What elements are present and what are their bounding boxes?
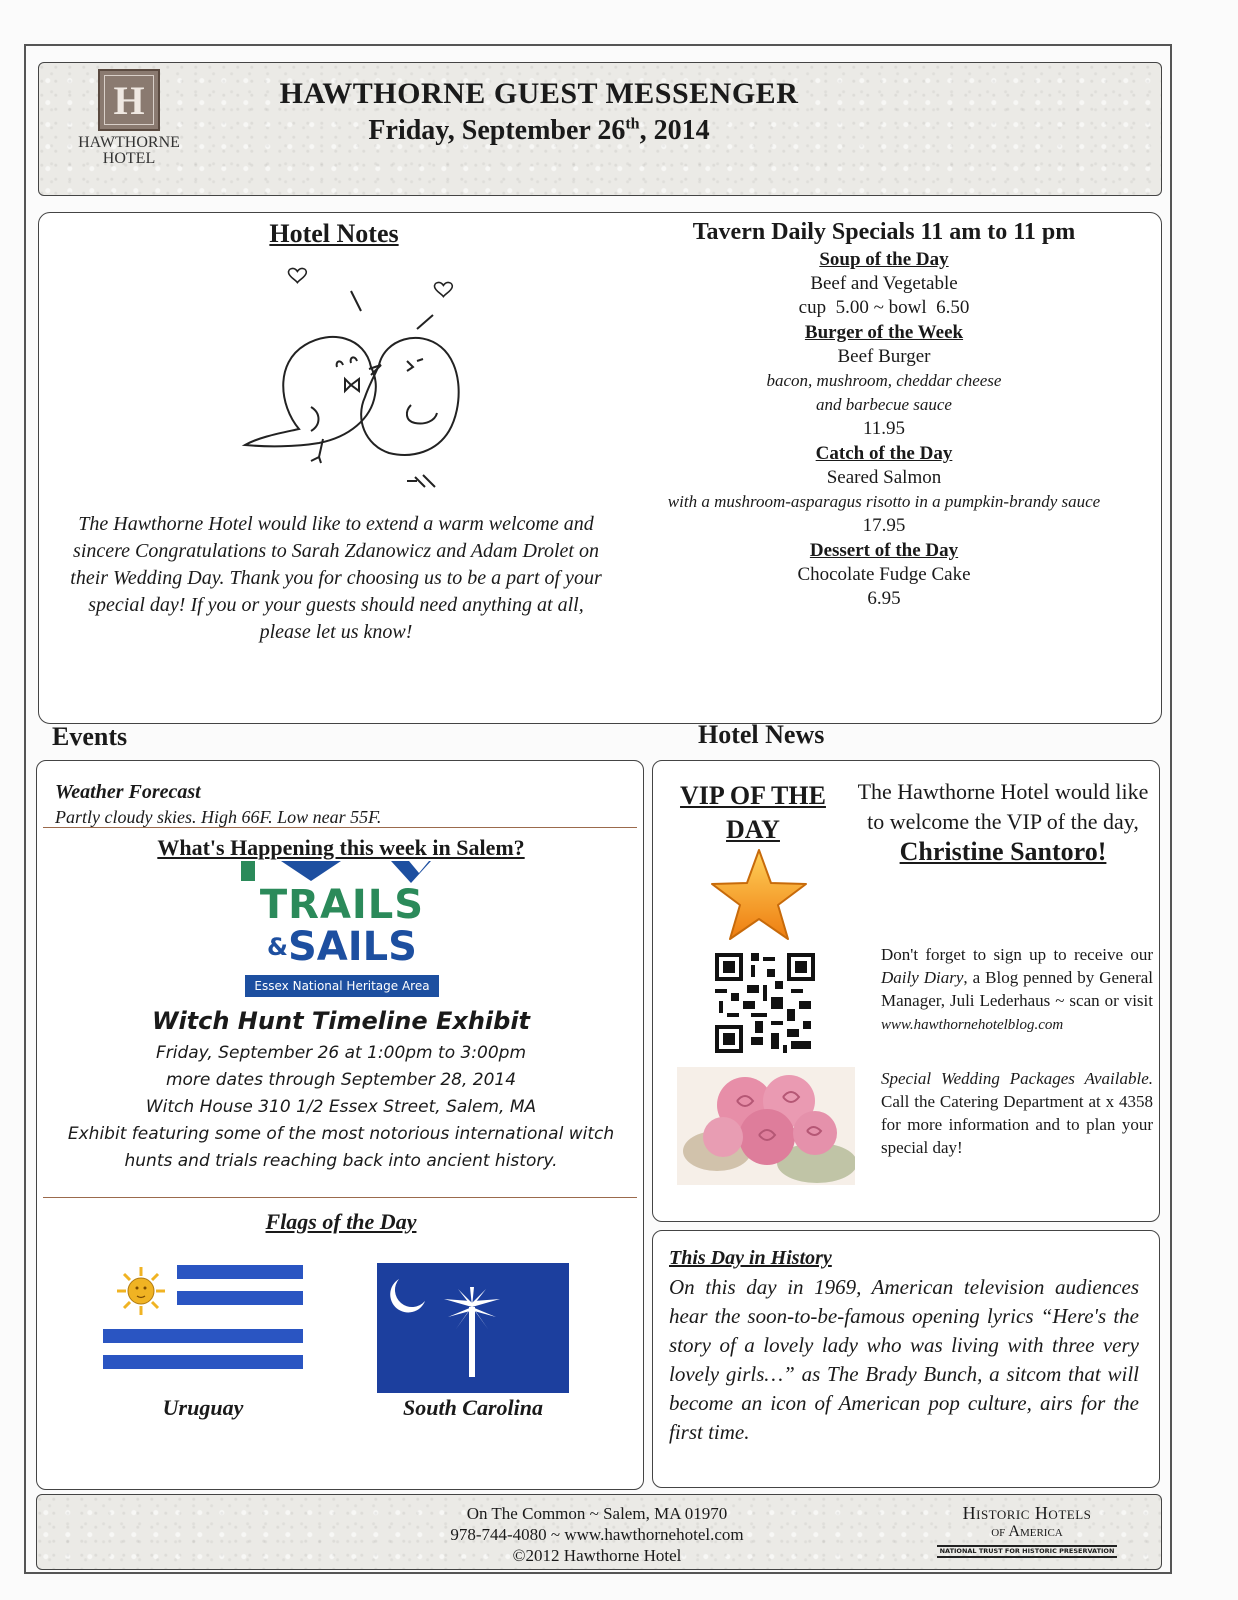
- weather-title: Weather Forecast: [55, 781, 201, 803]
- events-heading: Events: [52, 722, 128, 751]
- history-text: On this day in 1969, American television audiences hear the soon-to-be-famous opening lyrics “Here's the story of a lovely lady who was living with three very lovely girls…” as The Brady Bunch, a sitcom that will become an icon of American pop culture, airs for the first time.: [669, 1275, 1139, 1444]
- footer: [36, 1494, 1162, 1570]
- burger-description: bacon, mushroom, cheddar cheese: [766, 371, 1002, 390]
- historic-hotels-logo: [937, 1503, 1117, 1558]
- star-icon: [709, 847, 809, 943]
- dessert-price: 6.95: [867, 588, 901, 609]
- diary-text-cont: , a Blog penned by General Manager, Juli Lederhaus ~ scan or visit: [881, 968, 1153, 1010]
- burger-heading: Burger of the Week: [804, 322, 964, 343]
- notes-and-specials-panel: [38, 212, 1162, 724]
- logo-trails-text: TRAILS: [259, 882, 425, 928]
- exhibit-description: Exhibit featuring some of the most notorious international witch: [67, 1124, 615, 1144]
- weather-text: Partly cloudy skies. High 66F. Low near 55F.: [55, 807, 382, 827]
- hha-tagline: NATIONAL TRUST FOR HISTORIC PRESERVATION: [937, 1545, 1117, 1558]
- footer-contact: [367, 1503, 827, 1566]
- diary-title: Daily Diary: [881, 968, 964, 987]
- newsletter-date: [189, 115, 889, 147]
- logo-sails-text: SAILS: [287, 924, 417, 970]
- dessert-heading: Dessert of the Day: [809, 540, 959, 561]
- tavern-specials-heading: Tavern Daily Specials 11 am to 11 pm: [692, 219, 1076, 245]
- date-suffix: th: [625, 115, 640, 133]
- logo-amp: &: [267, 933, 288, 961]
- daily-diary-text: [881, 943, 1153, 1037]
- hotel-notes-text: The Hawthorne Hotel would like to extend a warm welcome and sincere Congratulations to Sarah Zdanowicz and Adam Drolet on their Wedding Day. Thank you for choosing us to be a part of your special day! If you or your guests should need anything at all, please let us know!: [70, 513, 602, 643]
- wedding-packages-details: Call the Catering Department at x 4358 for more information and to plan your special day!: [881, 1092, 1153, 1157]
- tavern-specials: [609, 217, 1159, 611]
- south-carolina-label: South Carolina: [402, 1395, 543, 1420]
- divider: [43, 827, 637, 828]
- roses-photo: [677, 1067, 855, 1185]
- logo-sails-line: [237, 925, 447, 969]
- history-panel: [652, 1230, 1160, 1488]
- exhibit-more-dates: more dates through September 28, 2014: [165, 1070, 517, 1090]
- footer-address: On The Common ~ Salem, MA 01970: [466, 1504, 728, 1523]
- trails-and-sails-logo: [237, 861, 447, 1001]
- exhibit-description-cont: hunts and trials reaching back into ancient history.: [124, 1151, 558, 1171]
- divider: [43, 1197, 637, 1198]
- exhibit-title: Witch Hunt Timeline Exhibit: [151, 1007, 531, 1035]
- hotel-news-heading: Hotel News: [698, 720, 825, 749]
- logo-band-text: Essex National Heritage Area: [245, 975, 439, 997]
- burger-description-cont: and barbecue sauce: [816, 395, 952, 414]
- vip-name: Christine Santoro!: [899, 837, 1107, 866]
- soup-heading: Soup of the Day: [819, 249, 949, 270]
- uruguay-label: Uruguay: [162, 1395, 244, 1420]
- hotel-news-panel: [652, 760, 1160, 1222]
- catch-name: Seared Salmon: [826, 467, 942, 488]
- events-panel: [36, 760, 644, 1490]
- catch-description: with a mushroom-asparagus risotto in a pumpkin-brandy sauce: [667, 492, 1101, 511]
- kissing-birds-illustration: [211, 257, 471, 507]
- hha-title: Historic Hotels: [962, 1503, 1092, 1523]
- exhibit-date: Friday, September 26 at 1:00pm to 3:00pm: [155, 1043, 527, 1063]
- happening-heading: What's Happening this week in Salem?: [157, 835, 525, 860]
- diary-text: Don't forget to sign up to receive our: [881, 945, 1153, 964]
- vip-heading: VIP OF THE DAY: [680, 781, 826, 844]
- south-carolina-flag-icon: [377, 1263, 569, 1393]
- logo-name: HAWTHORNE HOTEL: [78, 134, 180, 167]
- date-year: , 2014: [639, 115, 710, 146]
- catch-price: 17.95: [862, 515, 906, 536]
- burger-price: 11.95: [862, 418, 906, 439]
- uruguay-flag-icon: [103, 1261, 303, 1381]
- hha-subtitle: of America: [991, 1523, 1063, 1540]
- soup-price: cup 5.00 ~ bowl 6.50: [798, 297, 970, 318]
- vip-welcome: [853, 777, 1153, 867]
- logo-monogram-icon: H: [98, 69, 160, 131]
- newsletter-title: HAWTHORNE GUEST MESSENGER: [279, 77, 799, 110]
- wedding-packages-title: Special Wedding Packages Available.: [881, 1069, 1153, 1088]
- hotel-notes-heading: Hotel Notes: [269, 219, 399, 248]
- vip-welcome-text: The Hawthorne Hotel would like to welcome the VIP of the day,: [857, 779, 1149, 834]
- exhibit-location: Witch House 310 1/2 Essex Street, Salem, MA: [145, 1097, 537, 1117]
- history-heading: This Day in History: [669, 1247, 832, 1269]
- wedding-packages-text: [881, 1067, 1153, 1159]
- footer-copyright: ©2012 Hawthorne Hotel: [512, 1546, 682, 1565]
- catch-heading: Catch of the Day: [815, 443, 953, 464]
- dessert-name: Chocolate Fudge Cake: [797, 564, 971, 585]
- qr-code-icon[interactable]: [715, 953, 815, 1053]
- blog-url-link[interactable]: www.hawthornehotelblog.com: [881, 1017, 1064, 1033]
- burger-name: Beef Burger: [837, 346, 931, 367]
- soup-name: Beef and Vegetable: [810, 273, 958, 294]
- flags-heading: Flags of the Day: [265, 1209, 417, 1234]
- date-prefix: Friday, September 26: [368, 115, 626, 146]
- masthead: [38, 62, 1162, 196]
- hotel-logo: [67, 69, 191, 177]
- logo-banner-shape: [241, 861, 441, 883]
- footer-phone-website: 978-744-4080 ~ www.hawthornehotel.com: [450, 1525, 744, 1544]
